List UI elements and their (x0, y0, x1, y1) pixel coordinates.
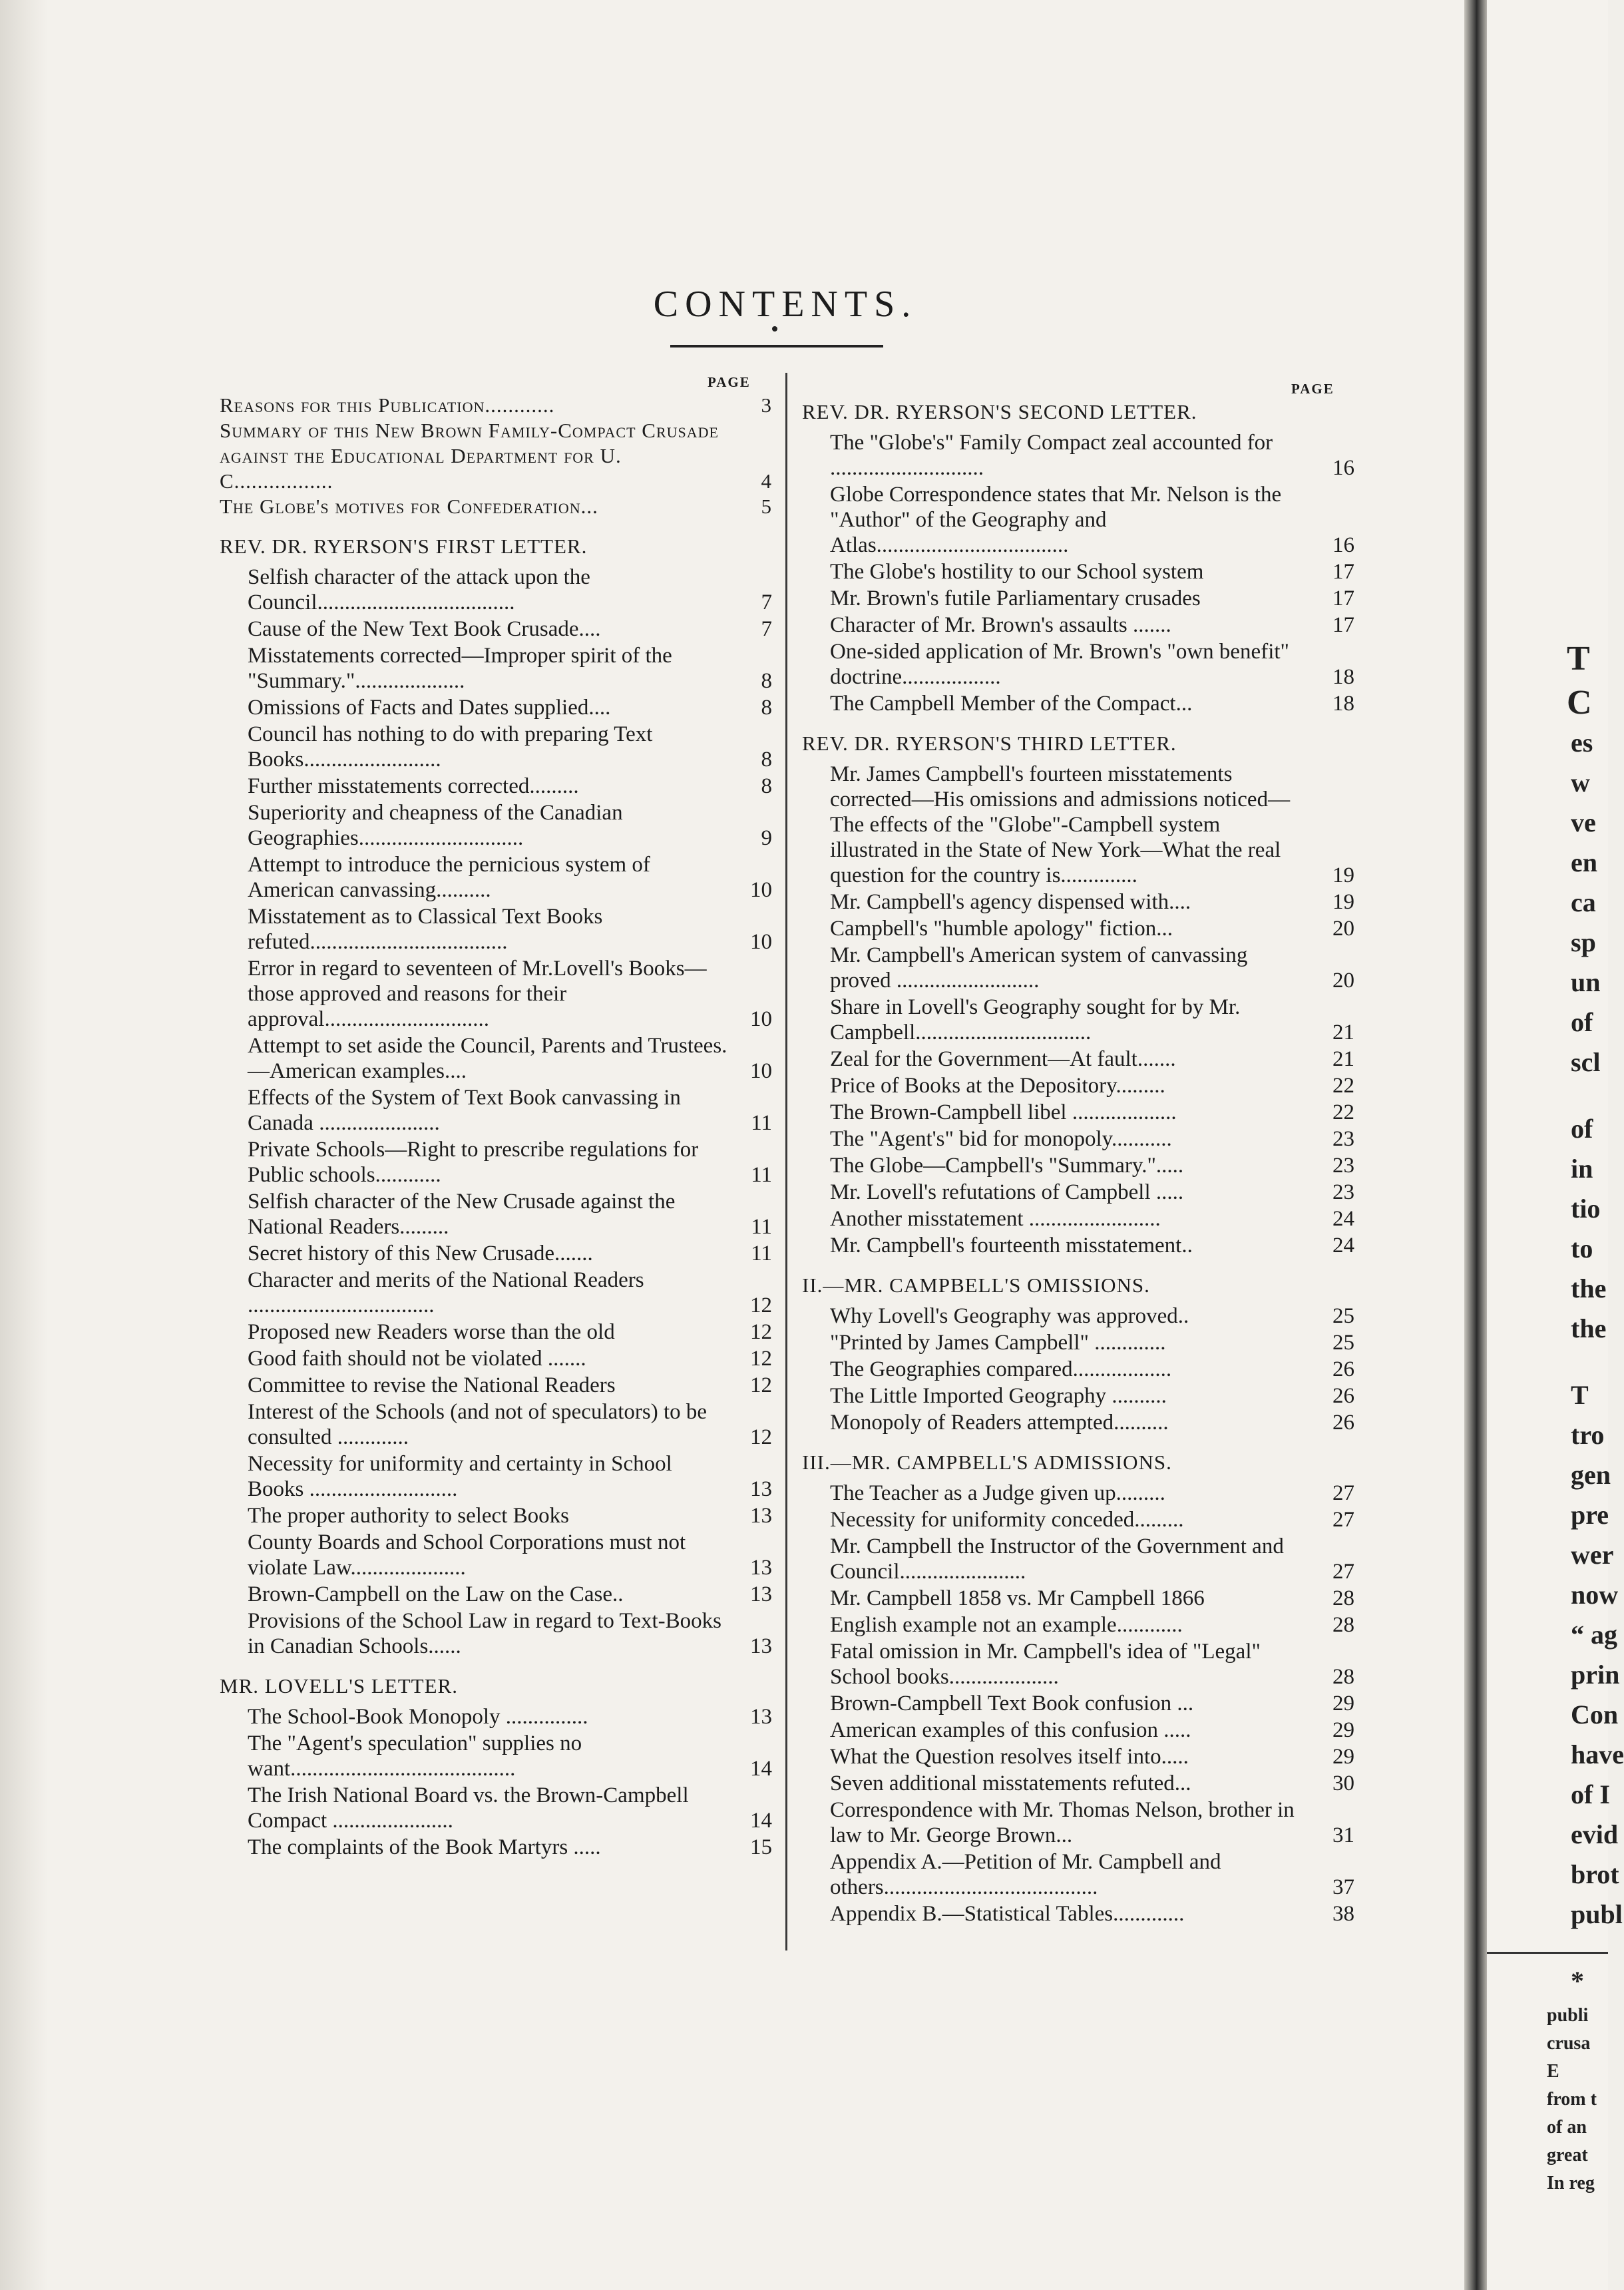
entry-text: Provisions of the School Law in regard to Text-Books in Canadian Schools...... (248, 1609, 721, 1658)
entry-page-number: 29 (1332, 1745, 1354, 1769)
contents-entry (830, 1612, 1354, 1638)
contents-entry (248, 956, 772, 1032)
section-heading: REV. DR. RYERSON'S FIRST LETTER. (220, 535, 588, 558)
entry-page-number: 30 (1332, 1771, 1354, 1795)
entry-text: Why Lovell's Geography was approved.. (830, 1304, 1189, 1328)
entry-page-number: 18 (1332, 692, 1354, 716)
contents-entry (830, 586, 1354, 611)
entry-text: The complaints of the Book Martyrs ..... (248, 1835, 601, 1859)
entry-text: The Brown-Campbell libel ................... (830, 1100, 1177, 1124)
entry-text: Attempt to introduce the pernicious system of American canvassing.......... (248, 853, 650, 902)
contents-entry (248, 1319, 772, 1345)
contents-entry (830, 1357, 1354, 1382)
contents-entry (248, 695, 772, 720)
facing-page-fragment: en (1571, 847, 1597, 877)
entry-text: Brown-Campbell Text Book confusion ... (830, 1692, 1194, 1716)
facing-page-fragment: un (1571, 967, 1601, 997)
facing-page-fragment: brot (1571, 1859, 1619, 1889)
section-heading: MR. LOVELL'S LETTER. (220, 1674, 458, 1698)
contents-entry (248, 1346, 772, 1371)
entry-page-number: 17 (1332, 560, 1354, 584)
contents-entry (830, 1126, 1354, 1152)
contents-entry (830, 1691, 1354, 1716)
entry-page-number: 22 (1332, 1074, 1354, 1098)
contents-entry (248, 1783, 772, 1833)
entry-text: Another misstatement ........................ (830, 1207, 1161, 1231)
entry-page-number: 20 (1332, 917, 1354, 941)
entry-text: Selfish character of the New Crusade against the National Readers......... (248, 1190, 676, 1239)
entry-page-number: 17 (1332, 586, 1354, 610)
entry-page-number: 3 (761, 393, 772, 417)
contents-entry (830, 1100, 1354, 1125)
contents-entry (248, 1033, 772, 1084)
entry-page-number: 25 (1332, 1331, 1354, 1355)
entry-text: Interest of the Schools (and not of speculators) to be consulted ............. (248, 1400, 708, 1449)
entry-page-number: 8 (761, 748, 772, 772)
entry-text: Necessity for uniformity and certainty in School Books ........................... (248, 1452, 672, 1501)
contents-entry (830, 1410, 1354, 1435)
entry-text: The proper authority to select Books (248, 1504, 569, 1528)
entry-text: Monopoly of Readers attempted.......... (830, 1411, 1169, 1435)
contents-entry (830, 762, 1354, 888)
entry-text: The "Globe's" Family Compact zeal accounted for ............................ (830, 431, 1273, 480)
contents-entry (248, 1704, 772, 1729)
facing-page-edge (1487, 0, 1624, 2290)
contents-entry (830, 1383, 1354, 1409)
entry-text: Character of Mr. Brown's assaults ....... (830, 613, 1171, 637)
entry-page-number: 23 (1332, 1127, 1354, 1151)
entry-text: Zeal for the Government—At fault....... (830, 1047, 1176, 1071)
facing-page-fragment: of an (1547, 2117, 1587, 2138)
contents-entry (830, 559, 1354, 584)
entry-text: Committee to revise the National Readers (248, 1373, 616, 1397)
entry-page-number: 31 (1332, 1823, 1354, 1847)
facing-page-fragment: gen (1571, 1460, 1611, 1490)
entry-page-number: 23 (1332, 1154, 1354, 1178)
facing-page-fragment: have (1571, 1739, 1624, 1769)
entry-page-number: 28 (1332, 1665, 1354, 1689)
contents-entry (830, 482, 1354, 558)
entry-page-number: 27 (1332, 1481, 1354, 1505)
entry-text: Summary of this New Brown Family-Compact Crusade against the Educational Department for U. C................. (220, 419, 719, 493)
contents-entry (830, 1481, 1354, 1506)
entry-page-number: 28 (1332, 1613, 1354, 1637)
contents-entry (248, 1835, 772, 1860)
entry-text: American examples of this confusion ..... (830, 1718, 1191, 1742)
facing-page-fragment: In reg (1547, 2173, 1595, 2193)
contents-entry (830, 1073, 1354, 1098)
entry-text: The "Agent's speculation" supplies no want......................................... (248, 1731, 582, 1781)
facing-page-fragment: “ ag (1571, 1620, 1617, 1650)
facing-page-fragment: pre (1571, 1500, 1609, 1530)
entry-text: The Little Imported Geography .......... (830, 1384, 1167, 1408)
facing-page-fragment: great (1547, 2145, 1588, 2166)
entry-text: The Geographies compared.................. (830, 1357, 1172, 1381)
facing-page-fragment: ca (1571, 887, 1596, 917)
entry-page-number: 8 (761, 669, 772, 693)
entry-page-number: 12 (750, 1373, 772, 1397)
contents-entry (248, 1399, 772, 1450)
contents-entry (248, 1267, 772, 1318)
contents-entry (248, 643, 772, 694)
entry-text: Correspondence with Mr. Thomas Nelson, brother in law to Mr. George Brown... (830, 1798, 1295, 1847)
entry-page-number: 13 (750, 1705, 772, 1729)
entry-page-number: 37 (1332, 1875, 1354, 1899)
facing-page-fragment: now (1571, 1580, 1619, 1610)
entry-page-number: 27 (1332, 1560, 1354, 1584)
contents-entry (248, 616, 772, 642)
entry-text: Superiority and cheapness of the Canadian Geographies.............................. (248, 801, 623, 850)
entry-page-number: 21 (1332, 1047, 1354, 1071)
contents-entry (830, 1507, 1354, 1532)
entry-page-number: 13 (750, 1504, 772, 1528)
facing-page-fragment: ve (1571, 807, 1596, 837)
entry-text: The Irish National Board vs. the Brown-Campbell Compact ...................... (248, 1783, 689, 1833)
contents-entry (220, 418, 772, 494)
entry-page-number: 29 (1332, 1692, 1354, 1716)
contents-entry (248, 1731, 772, 1781)
footnote-rule (1487, 1952, 1608, 1954)
facing-page-fragment: T (1571, 1380, 1589, 1410)
contents-column-left (220, 393, 772, 1860)
entry-page-number: 12 (750, 1425, 772, 1449)
contents-entry (830, 639, 1354, 690)
section-heading: REV. DR. RYERSON'S SECOND LETTER. (802, 400, 1197, 423)
entry-text: Mr. Lovell's refutations of Campbell ..... (830, 1180, 1184, 1204)
title-ornament-dot (772, 326, 777, 332)
contents-entry (830, 1330, 1354, 1355)
entry-page-number: 27 (1332, 1508, 1354, 1532)
entry-text: Mr. Campbell the Instructor of the Government and Council....................... (830, 1534, 1284, 1584)
facing-page-fragment: scl (1571, 1047, 1601, 1077)
facing-page-fragment: of I (1571, 1779, 1610, 1809)
entry-page-number: 26 (1332, 1411, 1354, 1435)
contents-entry (830, 1233, 1354, 1258)
entry-page-number: 11 (751, 1111, 772, 1135)
entry-text: Appendix B.—Statistical Tables............. (830, 1902, 1185, 1926)
contents-entry (248, 1451, 772, 1502)
contents-entry (830, 1206, 1354, 1232)
facing-page-fragment: w (1571, 768, 1590, 798)
facing-page-fragment: C (1567, 684, 1592, 722)
entry-text: What the Question resolves itself into..... (830, 1745, 1189, 1769)
entry-page-number: 10 (750, 1007, 772, 1031)
entry-page-number: 10 (750, 930, 772, 954)
entry-text: Character and merits of the National Readers .................................. (248, 1268, 644, 1317)
contents-entry (248, 1530, 772, 1580)
entry-page-number: 16 (1332, 456, 1354, 480)
entry-text: Mr. Campbell's agency dispensed with.... (830, 890, 1191, 914)
contents-entry (830, 916, 1354, 941)
contents-entry (220, 494, 772, 519)
entry-page-number: 13 (750, 1582, 772, 1606)
contents-entry (248, 1503, 772, 1528)
page-column-heading-right: PAGE (1291, 381, 1334, 397)
entry-page-number: 29 (1332, 1718, 1354, 1742)
entry-page-number: 21 (1332, 1021, 1354, 1044)
facing-page-fragment: tro (1571, 1420, 1605, 1450)
facing-page-fragment: evid (1571, 1819, 1619, 1849)
facing-page-fragment: the (1571, 1273, 1607, 1303)
contents-entry (830, 1744, 1354, 1769)
entry-page-number: 12 (750, 1320, 772, 1344)
entry-text: Price of Books at the Depository......... (830, 1074, 1165, 1098)
page-title: CONTENTS. (653, 284, 918, 325)
entry-page-number: 11 (751, 1215, 772, 1239)
contents-entry (248, 722, 772, 772)
facing-page-fragment: * (1571, 1966, 1584, 1996)
facing-page-fragment: T (1567, 640, 1590, 678)
contents-entry (830, 943, 1354, 993)
section-heading: II.—MR. CAMPBELL'S OMISSIONS. (802, 1273, 1150, 1297)
contents-column-right (802, 399, 1354, 1927)
entry-page-number: 5 (761, 495, 772, 518)
entry-page-number: 13 (750, 1556, 772, 1580)
facing-page-fragment: E (1547, 2061, 1559, 2082)
entry-page-number: 10 (750, 878, 772, 902)
entry-page-number: 8 (761, 774, 772, 798)
entry-page-number: 10 (750, 1059, 772, 1083)
entry-page-number: 26 (1332, 1384, 1354, 1408)
contents-entry (220, 393, 772, 418)
entry-text: English example not an example............ (830, 1613, 1183, 1637)
facing-page-fragment: the (1571, 1313, 1607, 1343)
entry-text: Necessity for uniformity conceded......... (830, 1508, 1184, 1532)
contents-entry (830, 1849, 1354, 1900)
contents-entry (248, 904, 772, 955)
entry-page-number: 20 (1332, 969, 1354, 993)
facing-page-fragment: of (1571, 1114, 1593, 1144)
entry-text: Private Schools—Right to prescribe regulations for Public schools............ (248, 1138, 699, 1187)
section-heading: III.—MR. CAMPBELL'S ADMISSIONS. (802, 1451, 1172, 1474)
facing-page-fragment: prin (1571, 1660, 1620, 1690)
entry-text: Omissions of Facts and Dates supplied.... (248, 696, 611, 720)
contents-entry (248, 800, 772, 851)
section-heading: REV. DR. RYERSON'S THIRD LETTER. (802, 732, 1177, 755)
entry-page-number: 8 (761, 696, 772, 720)
entry-text: The Campbell Member of the Compact... (830, 692, 1193, 716)
entry-text: Appendix A.—Petition of Mr. Campbell and others....................................... (830, 1850, 1221, 1899)
contents-entry (830, 1797, 1354, 1848)
contents-entry (830, 691, 1354, 716)
entry-page-number: 11 (751, 1163, 772, 1187)
entry-text: Effects of the System of Text Book canvassing in Canada ...................... (248, 1086, 681, 1135)
contents-entry (830, 889, 1354, 915)
entry-text: Mr. Campbell's American system of canvassing proved .......................... (830, 943, 1248, 993)
entry-page-number: 15 (750, 1835, 772, 1859)
entry-page-number: 23 (1332, 1180, 1354, 1204)
facing-page-fragment: from t (1547, 2089, 1597, 2110)
facing-page-fragment: in (1571, 1154, 1593, 1184)
entry-page-number: 19 (1332, 890, 1354, 914)
entry-page-number: 19 (1332, 863, 1354, 887)
page-left-edge (0, 0, 48, 2290)
entry-text: Mr. Brown's futile Parliamentary crusades (830, 586, 1201, 610)
entry-text: One-sided application of Mr. Brown's "own benefit" doctrine.................. (830, 640, 1290, 689)
contents-entry (248, 852, 772, 903)
entry-page-number: 17 (1332, 613, 1354, 637)
book-gutter (1464, 0, 1487, 2290)
contents-entry (248, 565, 772, 615)
entry-text: Share in Lovell's Geography sought for by Mr. Campbell................................ (830, 995, 1241, 1044)
facing-page-fragment: publi (1547, 2005, 1589, 2026)
entry-page-number: 22 (1332, 1100, 1354, 1124)
contents-entry (248, 1085, 772, 1136)
entry-text: The Globe—Campbell's "Summary."..... (830, 1154, 1184, 1178)
entry-page-number: 13 (750, 1477, 772, 1501)
entry-page-number: 16 (1332, 533, 1354, 557)
entry-text: Globe Correspondence states that Mr. Nelson is the "Author" of the Geography and Atlas................................... (830, 483, 1282, 557)
entry-page-number: 24 (1332, 1207, 1354, 1231)
entry-text: Proposed new Readers worse than the old (248, 1320, 615, 1344)
title-rule (670, 345, 883, 347)
entry-page-number: 9 (761, 826, 772, 850)
contents-entry (248, 774, 772, 799)
entry-text: Campbell's "humble apology" fiction... (830, 917, 1173, 941)
facing-page-fragment: publ (1571, 1899, 1623, 1929)
entry-text: Selfish character of the attack upon the Council.................................... (248, 565, 590, 614)
entry-text: Misstatement as to Classical Text Books refuted.................................... (248, 905, 603, 954)
contents-entry (830, 995, 1354, 1045)
facing-page-fragment: sp (1571, 927, 1596, 957)
contents-entry (830, 1771, 1354, 1796)
entry-page-number: 11 (751, 1242, 772, 1265)
contents-entry (830, 1586, 1354, 1611)
page-column-heading-left: PAGE (708, 374, 751, 390)
entry-page-number: 24 (1332, 1234, 1354, 1258)
contents-entry (830, 1901, 1354, 1927)
contents-entry (248, 1373, 772, 1398)
entry-text: County Boards and School Corporations must not violate Law..................... (248, 1530, 686, 1580)
entry-page-number: 26 (1332, 1357, 1354, 1381)
facing-page-fragment: tio (1571, 1194, 1601, 1224)
entry-text: The School-Book Monopoly ............... (248, 1705, 588, 1729)
entry-page-number: 12 (750, 1347, 772, 1371)
entry-text: The "Agent's" bid for monopoly........... (830, 1127, 1172, 1151)
entry-text: Error in regard to seventeen of Mr.Lovell's Books—those approved and reasons for their approval.............................. (248, 957, 707, 1031)
entry-text: Misstatements corrected—Improper spirit of the "Summary.".................... (248, 644, 672, 693)
entry-page-number: 28 (1332, 1586, 1354, 1610)
entry-page-number: 4 (761, 469, 772, 493)
entry-text: Fatal omission in Mr. Campbell's idea of "Legal" School books.................... (830, 1640, 1261, 1689)
contents-entry (830, 612, 1354, 638)
contents-entry (830, 1534, 1354, 1584)
contents-entry (248, 1137, 772, 1188)
entry-text: The Globe's motives for Confederation... (220, 495, 598, 518)
facing-page-fragment: to (1571, 1234, 1593, 1263)
entry-text: The Teacher as a Judge given up......... (830, 1481, 1165, 1505)
entry-text: Seven additional misstatements refuted... (830, 1771, 1191, 1795)
entry-page-number: 25 (1332, 1304, 1354, 1328)
contents-entry (830, 1718, 1354, 1743)
facing-page-fragment: es (1571, 728, 1593, 758)
facing-page-fragment: Con (1571, 1700, 1619, 1729)
entry-text: Attempt to set aside the Council, Parents and Trustees.—American examples.... (248, 1034, 727, 1083)
contents-entry (830, 1303, 1354, 1329)
facing-page-fragment: crusa (1547, 2033, 1591, 2054)
entry-text: Council has nothing to do with preparing Text Books......................... (248, 722, 653, 772)
entry-text: Secret history of this New Crusade....... (248, 1242, 593, 1265)
entry-text: Cause of the New Text Book Crusade.... (248, 617, 601, 641)
entry-text: Reasons for this Publication............ (220, 393, 555, 417)
contents-entry (248, 1582, 772, 1607)
entry-text: Further misstatements corrected......... (248, 774, 579, 798)
contents-entry (830, 1180, 1354, 1205)
entry-page-number: 14 (750, 1757, 772, 1781)
contents-entry (248, 1608, 772, 1659)
entry-text: Mr. Campbell 1858 vs. Mr Campbell 1866 (830, 1586, 1205, 1610)
column-divider (785, 373, 787, 1950)
entry-page-number: 12 (750, 1293, 772, 1317)
facing-page-fragment: wer (1571, 1540, 1614, 1570)
entry-text: Brown-Campbell on the Law on the Case.. (248, 1582, 624, 1606)
facing-page-fragment: of (1571, 1007, 1593, 1037)
entry-page-number: 38 (1332, 1902, 1354, 1926)
contents-entry (830, 1046, 1354, 1072)
contents-entry (830, 1639, 1354, 1690)
entry-text: Good faith should not be violated ....... (248, 1347, 586, 1371)
entry-page-number: 18 (1332, 665, 1354, 689)
contents-entry (248, 1241, 772, 1266)
entry-text: Mr. Campbell's fourteenth misstatement.. (830, 1234, 1193, 1258)
contents-entry (248, 1189, 772, 1240)
entry-page-number: 14 (750, 1809, 772, 1833)
entry-page-number: 13 (750, 1634, 772, 1658)
entry-text: The Globe's hostility to our School system (830, 560, 1204, 584)
entry-text: "Printed by James Campbell" ............. (830, 1331, 1166, 1355)
entry-text: Mr. James Campbell's fourteen misstatements corrected—His omissions and admissions noticed—The effects of the "Globe"-Campbell system illustrated in the State of New York—What the real question for the country is.............. (830, 762, 1291, 887)
contents-entry (830, 430, 1354, 481)
entry-page-number: 7 (761, 617, 772, 641)
contents-entry (830, 1153, 1354, 1178)
entry-page-number: 7 (761, 590, 772, 614)
